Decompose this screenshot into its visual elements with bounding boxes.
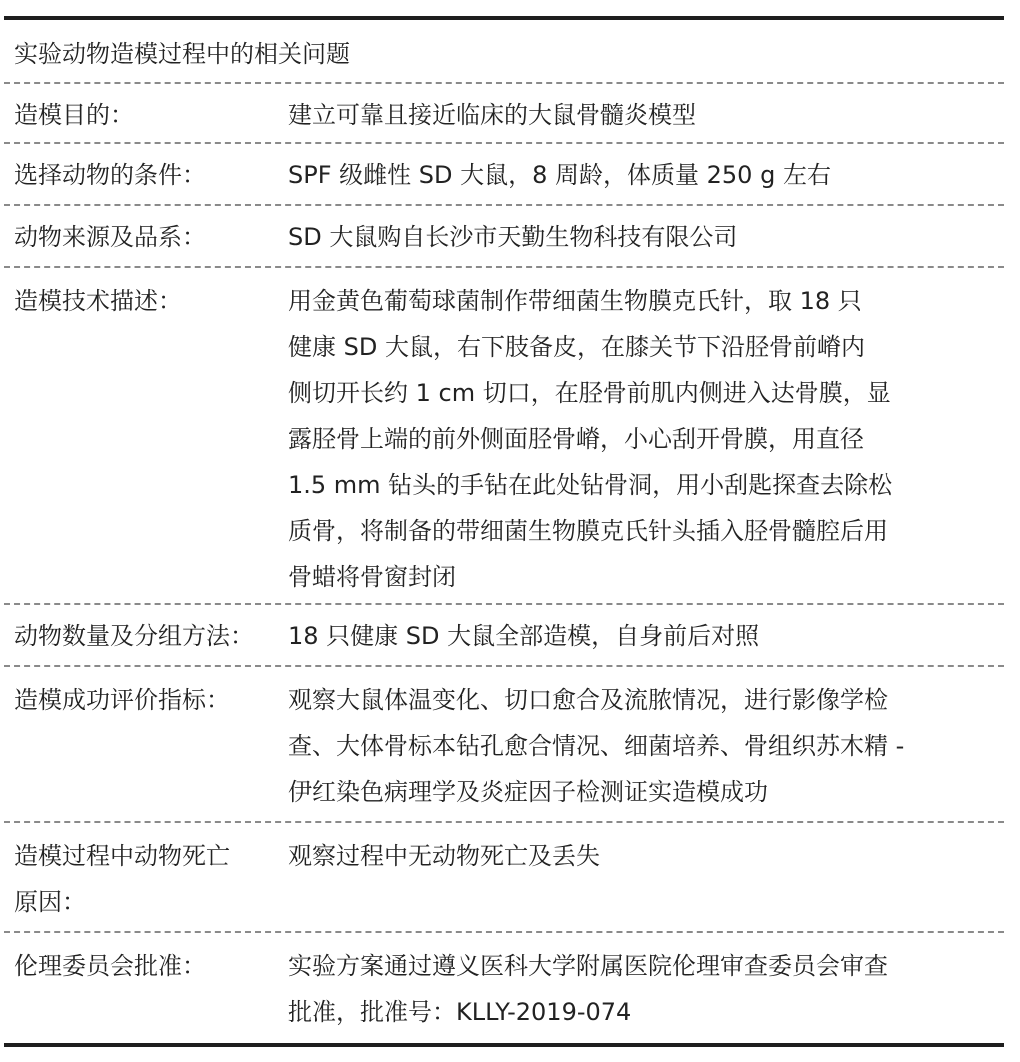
- value-line: 骨蜡将骨窗封闭: [288, 563, 456, 591]
- value-line: 1.5 mm 钻头的手钻在此处钻骨洞，用小刮匙探查去除松: [288, 471, 893, 499]
- value-line: 用金黄色葡萄球菌制作带细菌生物膜克氏针，取 18 只: [288, 287, 862, 315]
- row-value: [288, 943, 1004, 1043]
- row-value: [288, 833, 1004, 931]
- label-line: 原因：: [14, 888, 86, 916]
- value-line: 质骨，将制备的带细菌生物膜克氏针头插入胫骨髓腔后用: [288, 517, 888, 545]
- value-line: 侧切开长约 1 cm 切口，在胫骨前肌内侧进入达骨膜，显: [288, 379, 891, 407]
- value-line: SD 大鼠购自长沙市天勤生物科技有限公司: [288, 223, 738, 251]
- row-label: 造模成功评价指标：: [14, 686, 230, 714]
- row-value: [288, 278, 1004, 603]
- table-row-technique-description: [4, 268, 1004, 605]
- value-line: 露胫骨上端的前外侧面胫骨嵴，小心刮开骨膜，用直径: [288, 425, 864, 453]
- table-title: 实验动物造模过程中的相关问题: [4, 20, 1004, 84]
- row-label: 造模目的：: [14, 101, 134, 129]
- table-row-ethics-approval: [4, 933, 1004, 1043]
- table-row-success-criteria: [4, 667, 1004, 823]
- value-line: SPF 级雌性 SD 大鼠，8 周龄，体质量 250 g 左右: [288, 161, 831, 189]
- table-row-animal-conditions: [4, 144, 1004, 206]
- row-value: [288, 152, 1004, 204]
- table-row-animal-death-cause: [4, 823, 1004, 933]
- row-value: [288, 613, 1004, 665]
- value-line: 观察过程中无动物死亡及丢失: [288, 842, 600, 870]
- value-line: 建立可靠且接近临床的大鼠骨髓炎模型: [288, 101, 696, 129]
- protocol-table: [4, 16, 1004, 1047]
- value-line: 批准，批准号：KLLY-2019-074: [288, 998, 632, 1026]
- label-line: 造模过程中动物死亡: [14, 842, 230, 870]
- row-label: 伦理委员会批准：: [14, 952, 206, 980]
- table-bottom-rule: [4, 1043, 1004, 1047]
- value-line: 查、大体骨标本钻孔愈合情况、细菌培养、骨组织苏木精 -: [288, 732, 905, 760]
- row-value: [288, 677, 1004, 821]
- table-row-modeling-purpose: [4, 84, 1004, 144]
- row-label: [4, 833, 288, 931]
- table-row-animal-count-grouping: [4, 605, 1004, 667]
- value-line: 18 只健康 SD 大鼠全部造模，自身前后对照: [288, 622, 760, 650]
- row-label: 造模技术描述：: [14, 287, 182, 315]
- row-label: 动物来源及品系：: [14, 223, 206, 251]
- table-row-animal-source: [4, 206, 1004, 268]
- row-label: 选择动物的条件：: [14, 161, 206, 189]
- value-line: 观察大鼠体温变化、切口愈合及流脓情况，进行影像学检: [288, 686, 888, 714]
- value-line: 实验方案通过遵义医科大学附属医院伦理审查委员会审查: [288, 952, 888, 980]
- row-value: [288, 214, 1004, 266]
- row-value: [288, 92, 1004, 142]
- value-line: 伊红染色病理学及炎症因子检测证实造模成功: [288, 778, 768, 806]
- value-line: 健康 SD 大鼠，右下肢备皮，在膝关节下沿胫骨前嵴内: [288, 333, 865, 361]
- row-label: 动物数量及分组方法：: [14, 622, 254, 650]
